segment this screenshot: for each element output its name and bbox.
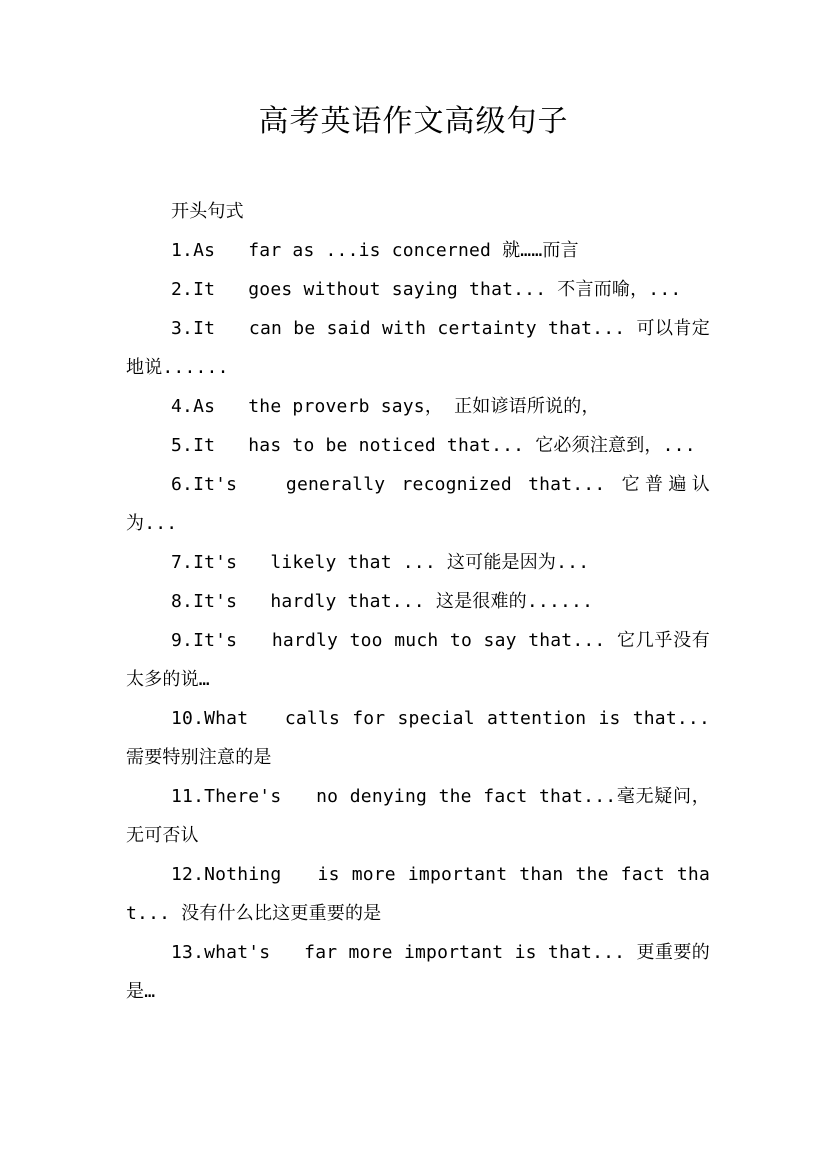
- sentence-pattern-line: 3.It can be said with certainty that... 可以肯定地说......: [126, 318, 710, 378]
- document-body: [126, 192, 722, 1011]
- sentence-pattern-line: 9.It's hardly too much to say that... 它几乎没有太多的说…: [126, 630, 710, 690]
- sentence-pattern-line: 8.It's hardly that... 这是很难的......: [171, 591, 594, 612]
- sentence-pattern-line: 12.Nothing is more important than the fact that... 没有什么比这更重要的是: [126, 864, 710, 924]
- sentence-pattern-line: 1.As far as ...is concerned 就……而言: [171, 240, 579, 261]
- sentence-pattern-line: 10.What calls for special attention is that... 需要特别注意的是: [126, 708, 722, 768]
- section-heading: 开头句式: [171, 201, 244, 222]
- sentence-pattern-line: 11.There's no denying the fact that...毫无疑问，无可否认: [126, 786, 710, 846]
- document-title: 高考英语作文高级句子: [258, 104, 569, 139]
- sentence-pattern-line: 6.It's generally recognized that... 它普遍认为...: [126, 474, 710, 534]
- sentence-pattern-line: 4.As the proverb says， 正如谚语所说的，: [171, 396, 600, 417]
- sentence-pattern-line: 5.It has to be noticed that... 它必须注意到，...: [171, 435, 696, 456]
- sentence-pattern-line: 13.what's far more important is that... 更重要的是…: [126, 942, 710, 1002]
- sentence-pattern-line: 7.It's likely that ... 这可能是因为...: [171, 552, 590, 573]
- sentence-pattern-line: 2.It goes without saying that... 不言而喻，...: [171, 279, 682, 300]
